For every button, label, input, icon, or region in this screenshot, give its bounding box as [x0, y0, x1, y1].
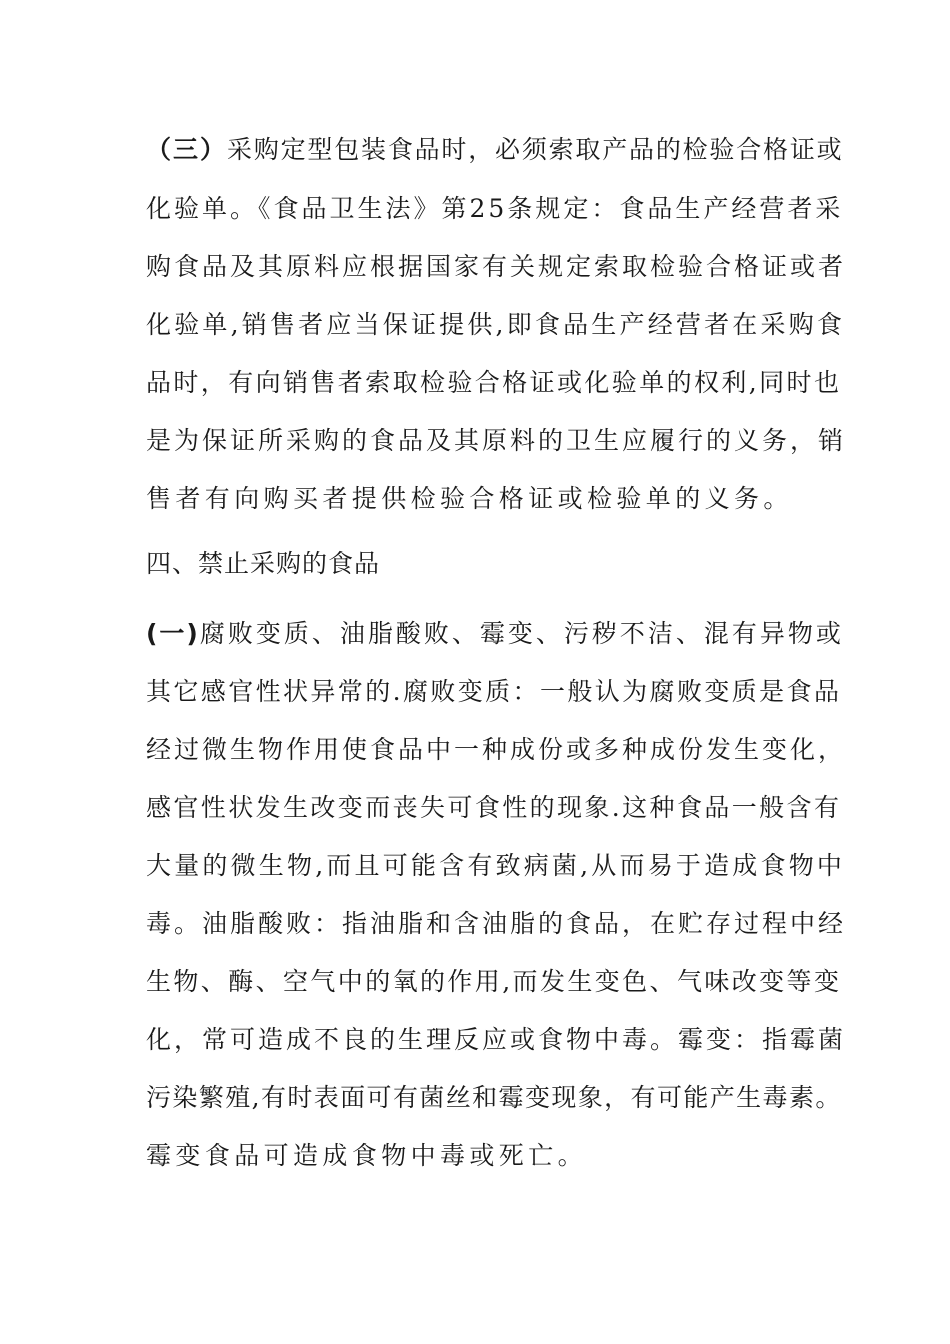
- paragraph-line: 购食品及其原料应根据国家有关规定索取检验合格证或者: [146, 252, 847, 281]
- section-marker: （三）: [146, 135, 228, 164]
- paragraph-line: 化验单。《食品卫生法》第25条规定：食品生产经营者采: [146, 194, 844, 223]
- paragraph-line: 大量的微生物,而且可能含有致病菌,从而易于造成食物中: [146, 851, 846, 880]
- paragraph-line: 品时，有向销售者索取检验合格证或化验单的权利,同时也: [146, 368, 842, 397]
- paragraph-line: 感官性状发生改变而丧失可食性的现象.这种食品一般含有: [146, 793, 842, 822]
- section-heading: 四、禁止采购的食品: [146, 549, 381, 578]
- paragraph-line: 生物、酶、空气中的氧的作用,而发生变色、气味改变等变: [146, 967, 842, 996]
- line-text: 腐败变质、油脂酸败、霉变、污秽不洁、混有异物或: [199, 619, 844, 648]
- paragraph-line: 其它感官性状异常的.腐败变质：一般认为腐败变质是食品: [146, 677, 842, 706]
- paragraph-line: 毒。油脂酸败：指油脂和含油脂的食品，在贮存过程中经: [146, 909, 847, 938]
- paragraph-line: 售者有向购买者提供检验合格证或检验单的义务。: [146, 484, 793, 513]
- paragraph-line: 化，常可造成不良的生理反应或食物中毒。霉变：指霉菌: [146, 1025, 847, 1054]
- paragraph-line: [146, 617, 844, 651]
- paragraph-line: 经过微生物作用使食品中一种成份或多种成份发生变化，: [146, 735, 847, 764]
- paragraph-line: 霉变食品可造成食物中毒或死亡。: [146, 1141, 588, 1170]
- paragraph-line: [146, 133, 844, 167]
- section-marker: (一): [146, 619, 200, 648]
- paragraph-line: 是为保证所采购的食品及其原料的卫生应履行的义务，销: [146, 426, 847, 455]
- paragraph-line: 化验单,销售者应当保证提供,即食品生产经营者在采购食: [146, 310, 846, 339]
- line-text: 采购定型包装食品时，必须索取产品的检验合格证或: [227, 135, 844, 164]
- paragraph-line: 污染繁殖,有时表面可有菌丝和霉变现象，有可能产生毒素。: [146, 1083, 842, 1112]
